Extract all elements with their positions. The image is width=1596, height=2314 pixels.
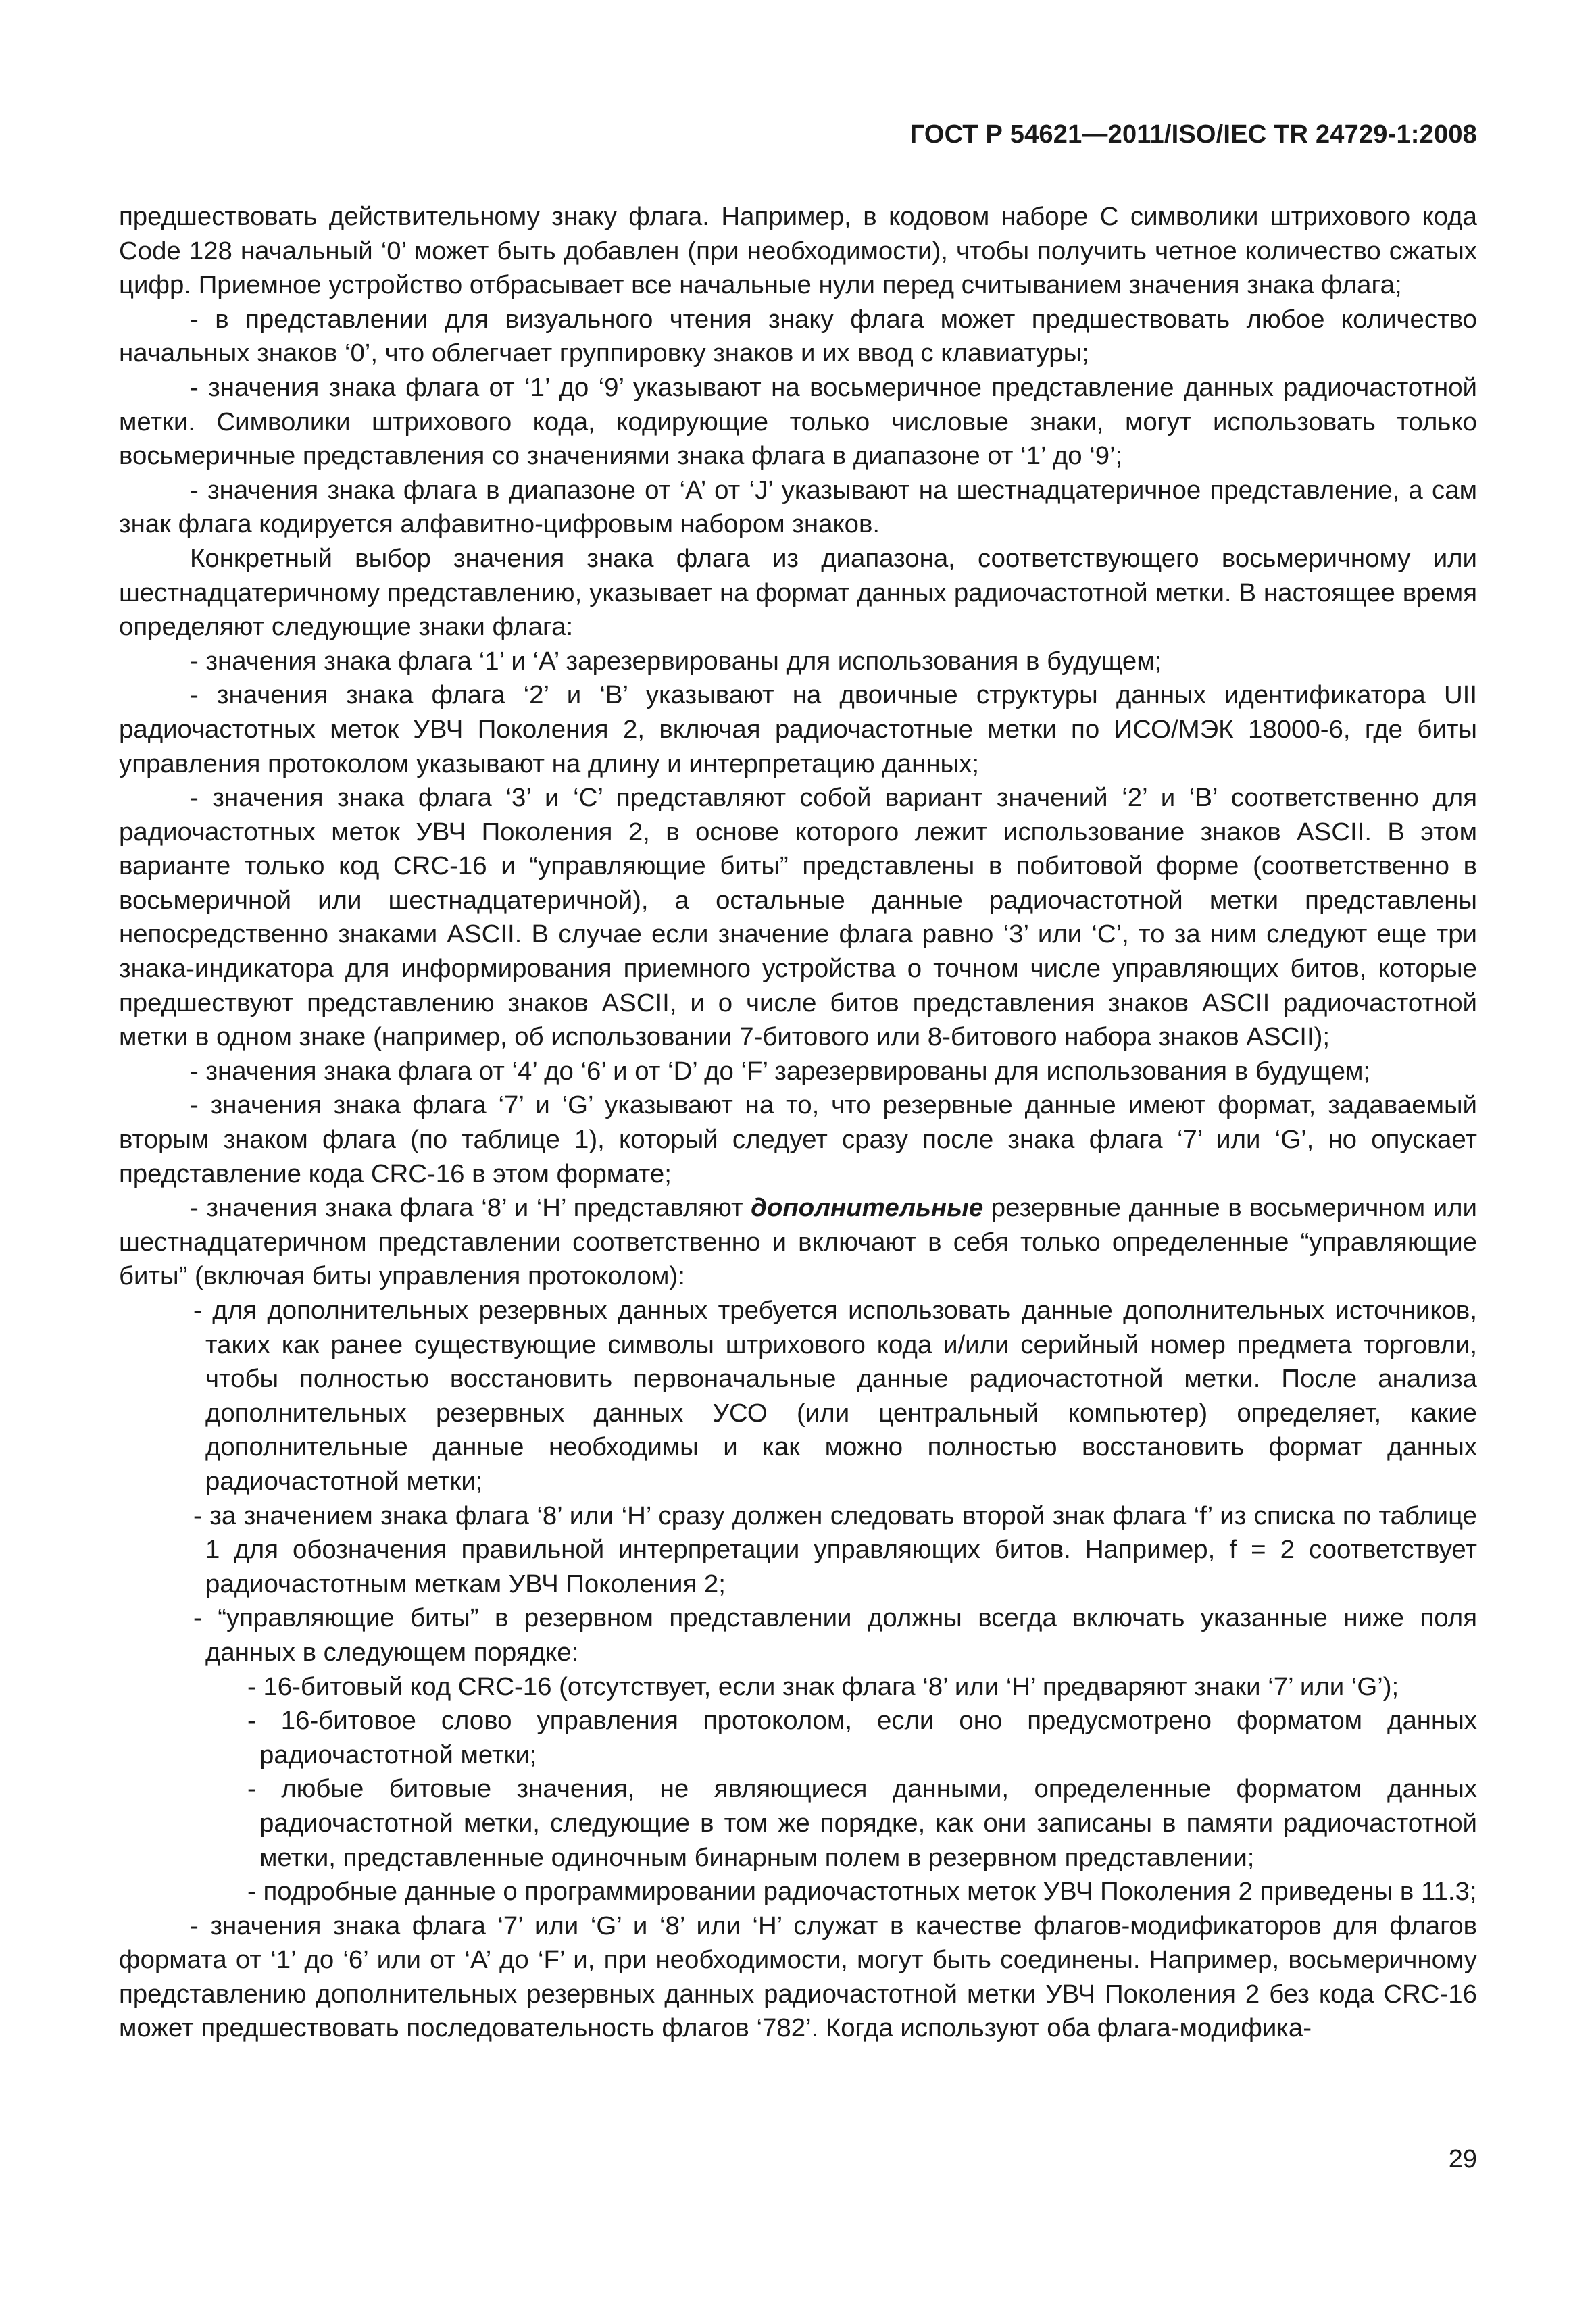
nested-list-item: - подробные данные о программировании радиочастотных меток УВЧ Поколения 2 приведены в 11.3; (247, 1877, 1477, 1907)
paragraph: - значения знака флага от ‘1’ до ‘9’ указывают на восьмеричное представление данных радиочастотной метки. Символики штрихового кода, кодирующие только числовые знаки, могут использовать только восьмеричные представления со значениями знака флага в диапазоне от ‘1’ до ‘9’; (119, 372, 1477, 471)
document-body (119, 200, 1477, 2046)
paragraph: - в представлении для визуального чтения знаку флага может предшествовать любое количество начальных знаков ‘0’, что облегчает группировку знаков и их ввод с клавиатуры; (119, 304, 1477, 368)
nested-list-item: - 16-битовый код CRC-16 (отсутствует, если знак флага ‘8’ или ‘H’ предваряют знаки ‘7’ или ‘G’); (247, 1671, 1399, 1701)
text-run: резервные данные в восьмеричном или шестнадцатеричном представлении соответственно и включают в себя только определенные “управляющие биты” (включая биты управления протоколом): (119, 1193, 1477, 1291)
paragraph: - значения знака флага ‘3’ и ‘C’ представляют собой вариант значений ‘2’ и ‘B’ соответственно для радиочастотных меток УВЧ Поколения 2, в основе которого лежит использование знаков ASCII. В этом варианте только код CRC-16 и “управляющие биты” представлены в побитовой форме (соответственно в восьмеричной или шестнадцатеричной), а остальные данные радиочастотной метки представлены непосредственно знаками ASCII. В случае если значение флага равно ‘3’ или ‘C’, то за ним следуют еще три знака-индикатора для информирования приемного устройства о точном числе управляющих битов, которые предшествуют представлению знаков ASCII, и о числе битов представления знаков ASCII радиочастотной метки в одном знаке (например, об использовании 7-битового или 8-битового набора знаков ASCII); (119, 783, 1477, 1052)
paragraph: Конкретный выбор значения знака флага из диапазона, соответствующего восьмеричному или шестнадцатеричному представлению, указывает на формат данных радиочастотной метки. В настоящее время определяют следующие знаки флага: (119, 543, 1477, 642)
text-run: - значения знака флага ‘8’ и ‘H’ представляют (190, 1193, 751, 1223)
paragraph: - значения знака флага ‘7’ и ‘G’ указывают на то, что резервные данные имеют формат, задаваемый вторым знаком флага (по таблице 1), который следует сразу после знака флага ‘7’ или ‘G’, но опускает представление кода CRC-16 в этом формате; (119, 1090, 1477, 1188)
list-item: - за значением знака флага ‘8’ или ‘H’ сразу должен следовать второй знак флага ‘f’ из списка по таблице 1 для обозначения правильной интерпретации управляющих битов. Например, f = 2 соответствует радиочастотным меткам УВЧ Поколения 2; (193, 1501, 1477, 1599)
paragraph: - значения знака флага ‘7’ или ‘G’ и ‘8’ или ‘H’ служат в качестве флагов-модификаторов для флагов формата от ‘1’ до ‘6’ или от ‘A’ до ‘F’ и, при необходимости, могут быть соединены. Например, восьмеричному представлению дополнительных резервных данных радиочастотной метки УВЧ Поколения 2 без кода CRC-16 может предшествовать последовательность флагов ‘782’. Когда используют оба флага-модифика- (119, 1911, 1477, 2043)
emphasis-text: дополнительные (751, 1193, 984, 1223)
paragraph-flag-8 (119, 1191, 1477, 1294)
nested-list-item: - 16-битовое слово управления протоколом, если оно предусмотрено форматом данных радиочастотной метки; (247, 1706, 1477, 1769)
nested-list-item: - любые битовые значения, не являющиеся данными, определенные форматом данных радиочастотной метки, следующие в том же порядке, как они записаны в памяти радиочастотной метки, представленные одиночным бинарным полем в резервном представлении; (247, 1774, 1477, 1872)
paragraph: - значения знака флага ‘1’ и ‘A’ зарезервированы для использования в будущем; (190, 646, 1162, 676)
list-item: - “управляющие биты” в резервном представлении должны всегда включать указанные ниже поля данных в следующем порядке: (193, 1603, 1477, 1667)
standard-header: ГОСТ Р 54621—2011/ISO/IEC TR 24729-1:2008 (909, 120, 1477, 149)
paragraph: - значения знака флага ‘2’ и ‘B’ указывают на двоичные структуры данных идентификатора UII радиочастотных меток УВЧ Поколения 2, включая радиочастотные метки по ИСО/МЭК 18000-6, где биты управления протоколом указывают на длину и интерпретацию данных; (119, 680, 1477, 778)
paragraph: - значения знака флага от ‘4’ до ‘6’ и от ‘D’ до ‘F’ зарезервированы для использования в будущем; (190, 1056, 1371, 1086)
list-item: - для дополнительных резервных данных требуется использовать данные дополнительных источников, таких как ранее существующие символы штрихового кода и/или серийный номер предмета торговли, чтобы полностью восстановить первоначальные данные радиочастотной метки. После анализа дополнительных резервных данных УСО (или центральный компьютер) определяет, какие дополнительные данные необходимы и как можно полностью восстановить формат данных радиочастотной метки; (193, 1296, 1477, 1496)
page-number: 29 (1448, 2145, 1477, 2173)
paragraph: - значения знака флага в диапазоне от ‘A’ от ‘J’ указывают на шестнадцатеричное представление, а сам знак флага кодируется алфавитно-цифровым набором знаков. (119, 475, 1477, 539)
paragraph: предшествовать действительному знаку флага. Например, в кодовом наборе С символики штрихового кода Code 128 начальный ‘0’ может быть добавлен (при необходимости), чтобы получить четное количество сжатых цифр. Приемное устройство отбрасывает все начальные нули перед считыванием значения знака флага; (119, 202, 1477, 300)
